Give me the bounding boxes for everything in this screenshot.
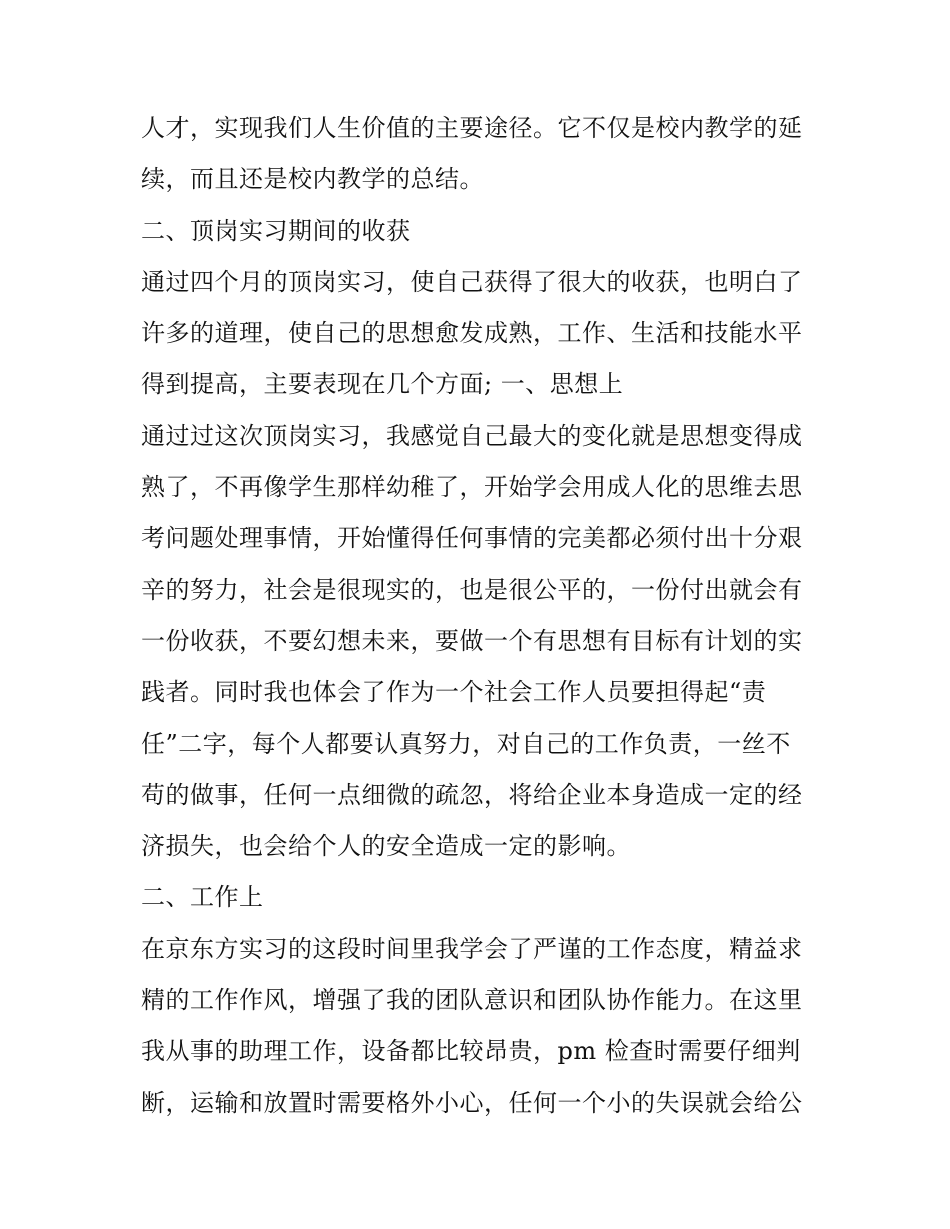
paragraph-line: 在京东方实习的这段时间里我学会了严谨的工作态度，精益求 [141, 934, 803, 963]
paragraph-line: 许多的道理，使自己的思想愈发成熟，工作、生活和技能水平 [141, 319, 803, 348]
paragraph-line: 续，而且还是校内教学的总结。 [141, 165, 484, 194]
paragraph-line: 辛的努力，社会是很现实的，也是很公平的，一份付出就会有 [141, 575, 803, 604]
paragraph-line: 断，运输和放置时需要格外小心，任何一个小的失误就会给公 [141, 1088, 803, 1117]
paragraph-line: 苟的做事，任何一点细微的疏忽，将给企业本身造成一定的经 [141, 780, 803, 809]
paragraph-line: 精的工作作风，增强了我的团队意识和团队协作能力。在这里 [141, 986, 803, 1015]
paragraph-line: 一份收获，不要幻想未来，要做一个有思想有目标有计划的实 [141, 626, 803, 655]
paragraph-line: 通过过这次顶岗实习，我感觉自己最大的变化就是思想变得成 [141, 421, 803, 450]
paragraph-line: 人才，实现我们人生价值的主要途径。它不仅是校内教学的延 [141, 114, 803, 142]
paragraph-line: 任”二字，每个人都要认真努力，对自己的工作负责，一丝不 [141, 729, 791, 758]
paragraph-line: 践者。同时我也体会了作为一个社会工作人员要担得起“责 [141, 678, 767, 707]
paragraph-line: 通过四个月的顶岗实习，使自己获得了很大的收获，也明白了 [141, 267, 803, 296]
paragraph-line: 我从事的助理工作，设备都比较昂贵，pm 检查时需要仔细判 [141, 1037, 801, 1066]
paragraph-line: 熟了，不再像学生那样幼稚了，开始学会用成人化的思维去思 [141, 473, 803, 502]
section-heading: 二、工作上 [141, 883, 264, 912]
paragraph-line: 考问题处理事情，开始懂得任何事情的完美都必须付出十分艰 [141, 524, 803, 553]
paragraph-line: 济损失，也会给个人的安全造成一定的影响。 [141, 832, 631, 861]
paragraph-line: 得到提高，主要表现在几个方面; 一、思想上 [141, 370, 624, 399]
document-body [141, 103, 821, 1129]
section-heading: 二、顶岗实习期间的收获 [141, 216, 411, 245]
